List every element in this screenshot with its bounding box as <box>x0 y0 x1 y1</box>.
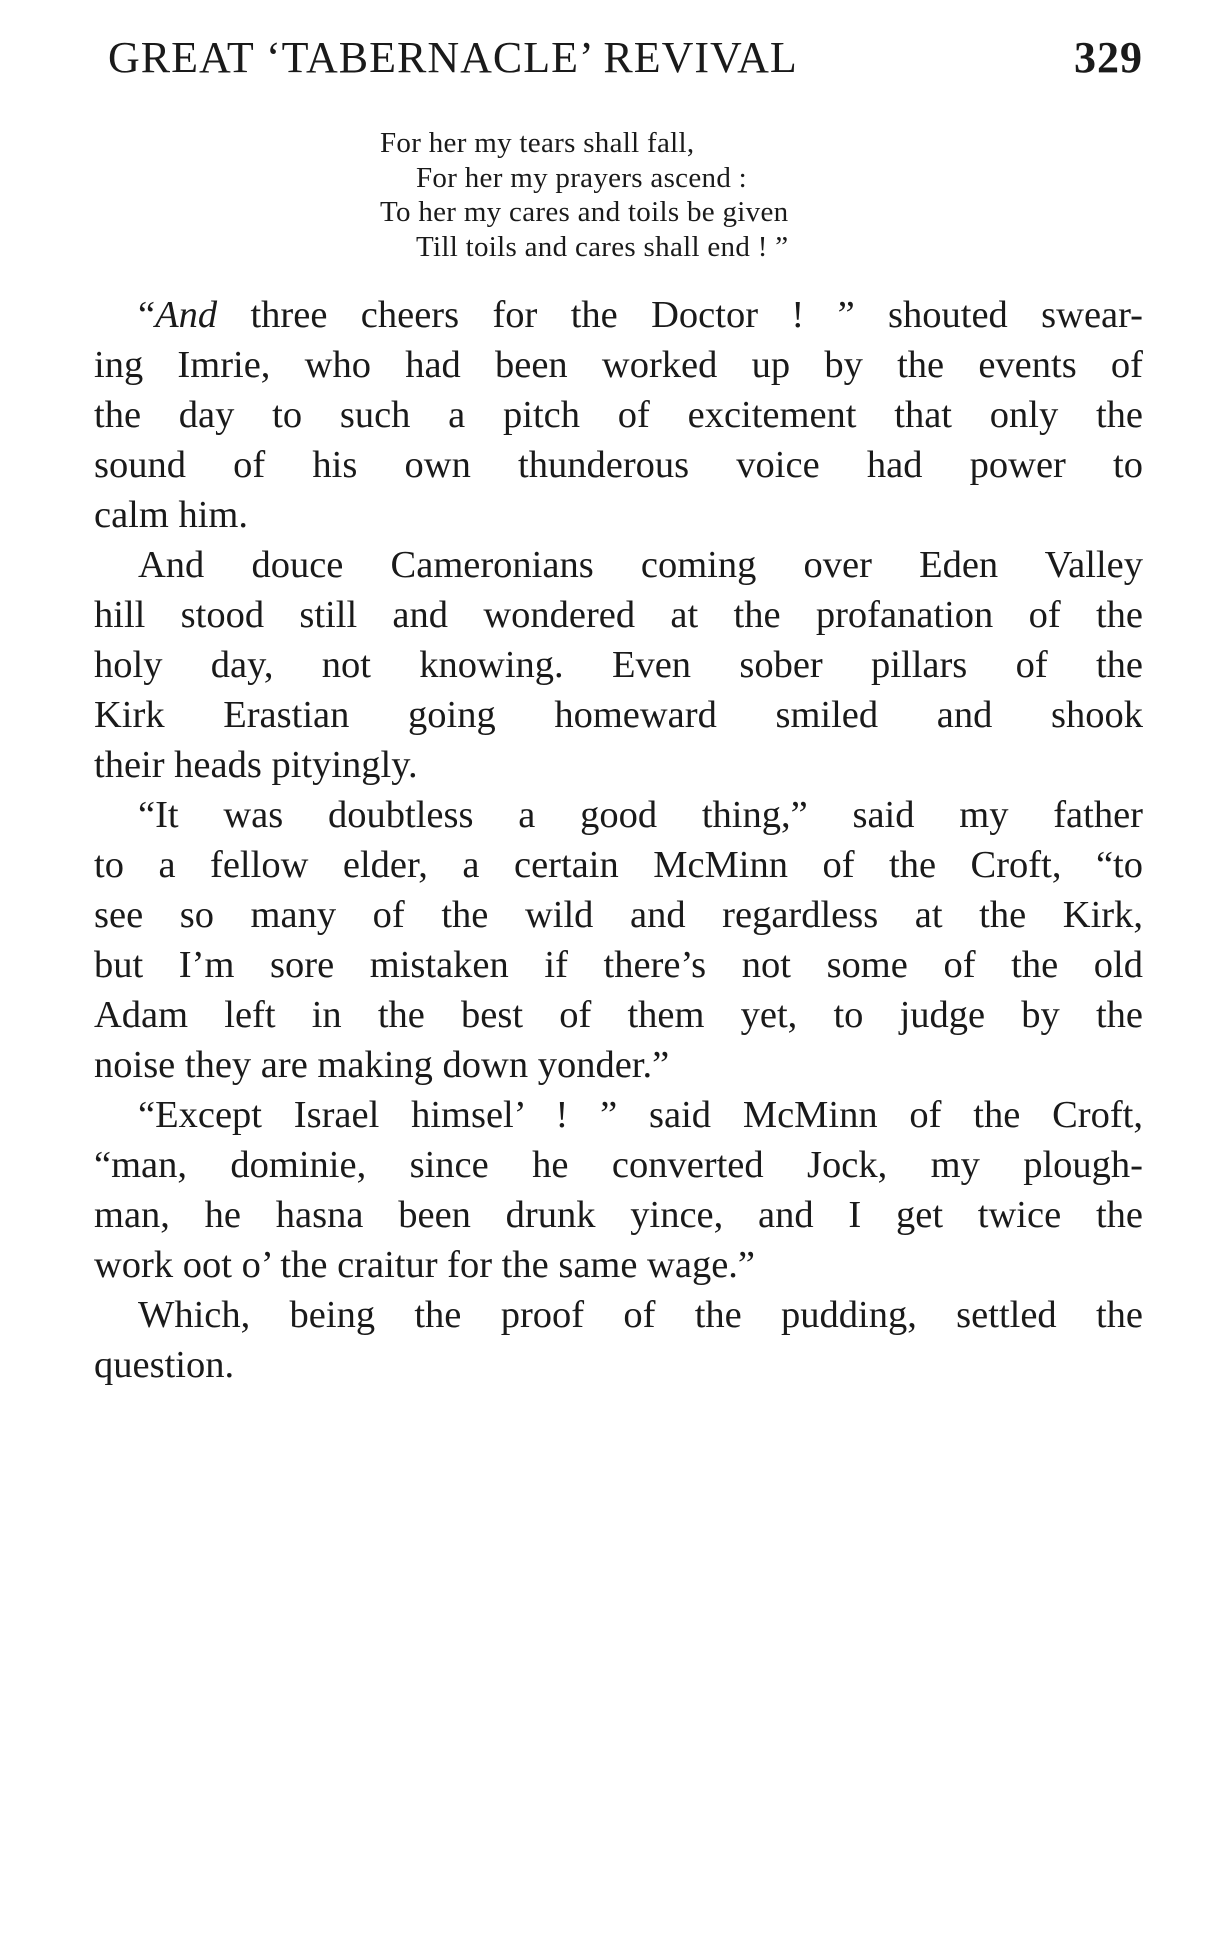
verse-line: For her my prayers ascend : <box>416 161 748 194</box>
paragraph <box>94 1290 1143 1390</box>
verse-stanza <box>380 126 788 264</box>
text-line: question. <box>94 1344 235 1386</box>
emphasized-word: And <box>155 294 218 336</box>
paragraph <box>94 1090 1143 1290</box>
text-line: “Except Israel himsel’ ! ” said McMinn of the Croft, <box>138 1094 1143 1136</box>
running-title: GREAT ‘TABERNACLE’ REVIVAL <box>108 33 798 82</box>
text-line: to a fellow elder, a certain McMinn of the Croft, “to <box>94 844 1143 886</box>
text-line-rest: three cheers for the Doctor ! ” shouted swear- <box>217 294 1143 336</box>
text-line: their heads pityingly. <box>94 744 418 786</box>
text-line: but I’m sore mistaken if there’s not some of the old <box>94 944 1143 986</box>
text-line: hill stood still and wondered at the profanation of the <box>94 594 1143 636</box>
text-line: sound of his own thunderous voice had power to <box>94 444 1143 486</box>
page-number: 329 <box>1074 33 1143 82</box>
text-line: see so many of the wild and regardless at the Kirk, <box>94 894 1143 936</box>
text-line: holy day, not knowing. Even sober pillars of the <box>94 644 1143 686</box>
text-line: man, he hasna been drunk yince, and I get twice the <box>94 1194 1143 1236</box>
running-head <box>108 30 1143 86</box>
paragraph <box>94 290 1143 540</box>
verse-line: For her my tears shall fall, <box>380 127 695 159</box>
text-line: work oot o’ the craitur for the same wage.” <box>94 1244 756 1286</box>
text-line: “It was doubtless a good thing,” said my father <box>138 794 1143 836</box>
paragraph <box>94 790 1143 1090</box>
text-line: the day to such a pitch of excitement that only the <box>94 394 1143 436</box>
opening-quote: “ <box>138 294 156 336</box>
text-line: Adam left in the best of them yet, to judge by the <box>94 994 1143 1036</box>
text-line: Which, being the proof of the pudding, settled the <box>138 1294 1143 1336</box>
verse-line: To her my cares and toils be given <box>380 196 789 228</box>
text-line: calm him. <box>94 494 248 536</box>
text-line <box>94 290 1143 340</box>
text-line: And douce Cameronians coming over Eden Valley <box>138 544 1143 586</box>
paragraph <box>94 540 1143 790</box>
verse-line: Till toils and cares shall end ! ” <box>416 230 789 263</box>
text-line: “man, dominie, since he converted Jock, my plough- <box>94 1144 1143 1186</box>
body-text <box>94 290 1143 1390</box>
text-line: Kirk Erastian going homeward smiled and shook <box>94 694 1143 736</box>
text-line: ing Imrie, who had been worked up by the events of <box>94 344 1143 386</box>
text-line: noise they are making down yonder.” <box>94 1044 670 1086</box>
